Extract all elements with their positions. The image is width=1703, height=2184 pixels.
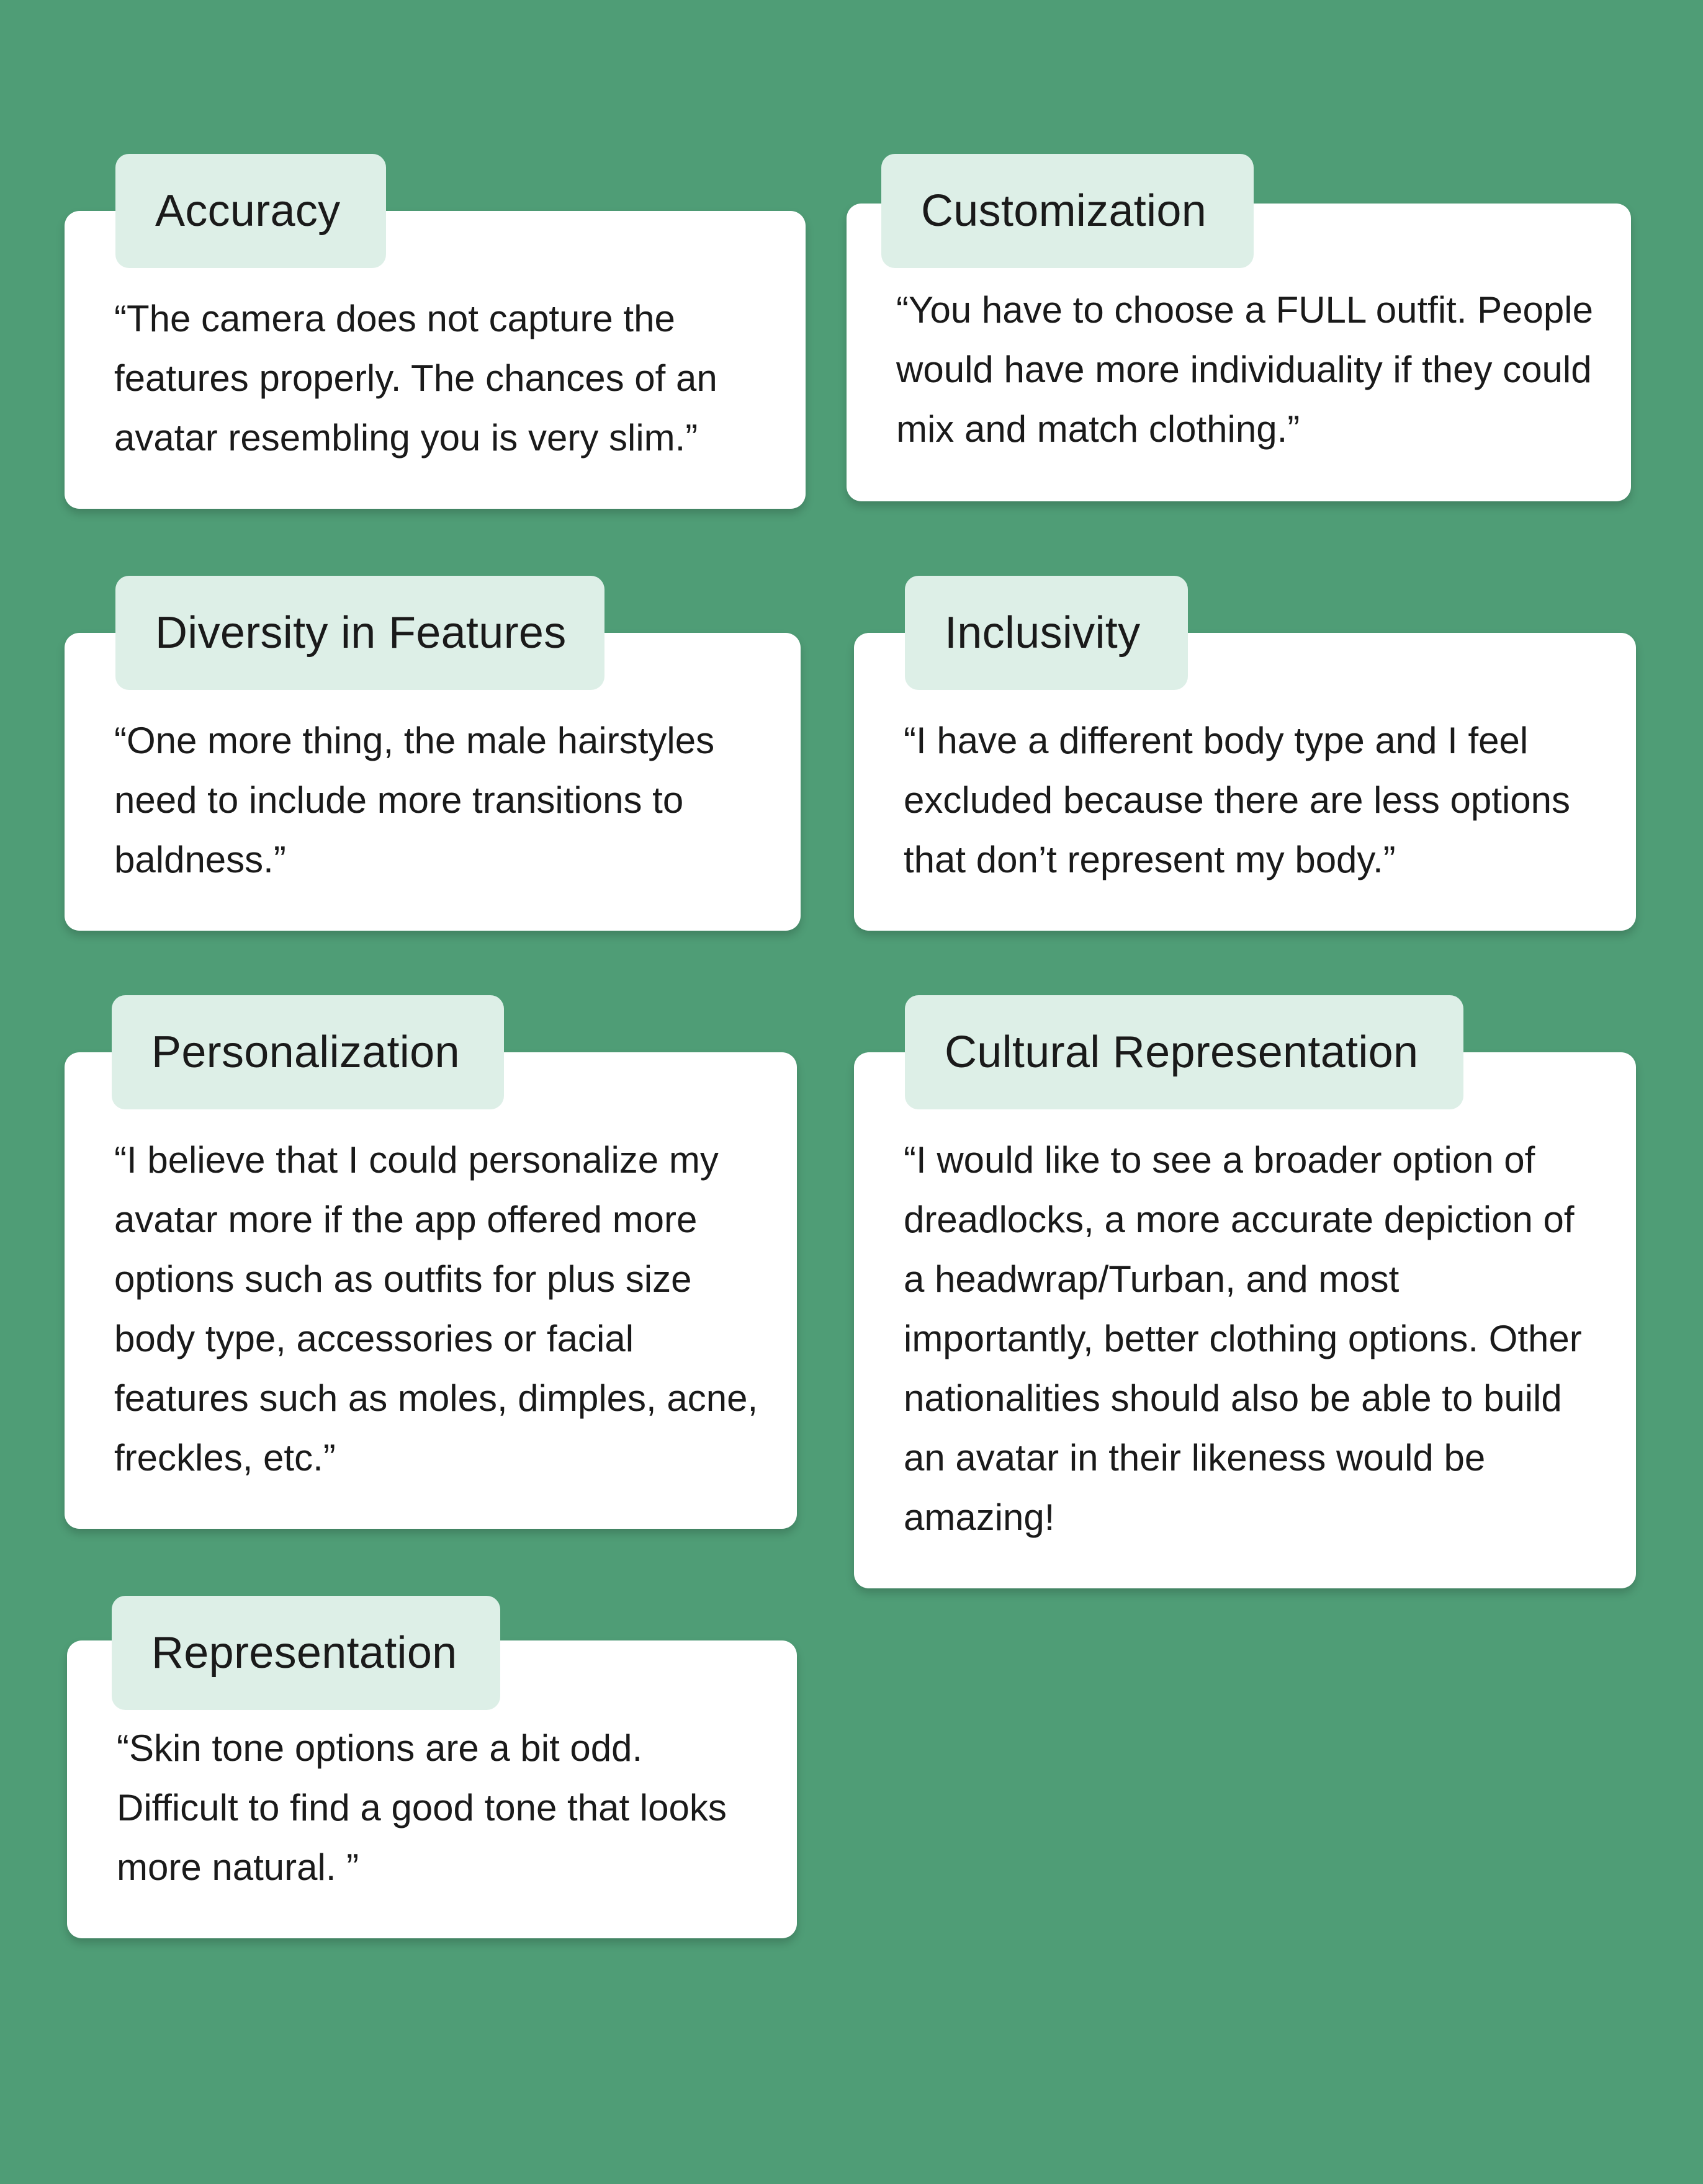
card-tab-inclusivity bbox=[905, 576, 1188, 690]
card-quote: “I believe that I could personalize my avatar more if the app offered more options such as outfits for plus size body type, accessories or facial features such as moles, dimples, acne, freckles, etc.” bbox=[114, 1139, 758, 1479]
card-title: Diversity in Features bbox=[155, 608, 567, 658]
card-title: Accuracy bbox=[155, 186, 341, 236]
card-tab-cultural-representation bbox=[905, 995, 1463, 1109]
card-quote: “Skin tone options are a bit odd. Difficult to find a good tone that looks more natural. ” bbox=[117, 1727, 727, 1888]
card-tab-personalization bbox=[112, 995, 504, 1109]
card-quote: “You have to choose a FULL outfit. People would have more individuality if they could mix and match clothing.” bbox=[896, 289, 1593, 450]
card-quote: “The camera does not capture the features properly. The chances of an avatar resembling you is very slim.” bbox=[114, 298, 717, 459]
card-quote: “One more thing, the male hairstyles need to include more transitions to baldness.” bbox=[114, 720, 715, 880]
card-title: Customization bbox=[921, 186, 1207, 236]
card-title: Cultural Representation bbox=[945, 1027, 1419, 1077]
card-quote: “I would like to see a broader option of dreadlocks, a more accurate depiction of a headwrap/Turban, and most importantly, better clothing options. Other nationalities should also be able to build an avatar in their likeness would be amazing! bbox=[904, 1139, 1582, 1538]
card-title: Personalization bbox=[151, 1027, 460, 1077]
card-title: Inclusivity bbox=[945, 608, 1141, 658]
card-quote: “I have a different body type and I feel excluded because there are less options that don’t represent my body.” bbox=[904, 720, 1571, 880]
card-tab-customization bbox=[881, 154, 1254, 268]
card-tab-accuracy bbox=[115, 154, 386, 268]
card-title: Representation bbox=[151, 1628, 457, 1678]
card-tab-representation bbox=[112, 1596, 500, 1710]
card-tab-diversity bbox=[115, 576, 604, 690]
